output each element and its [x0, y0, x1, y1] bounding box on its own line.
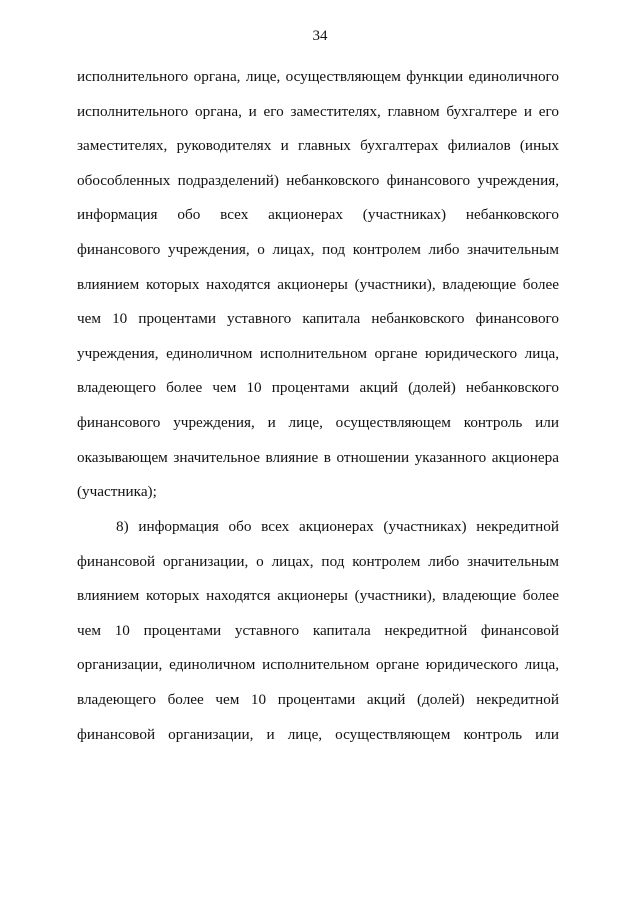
text-line: 8) информация обо всех акционерах (участниках) некредитной — [116, 518, 559, 535]
text-line: информация обо всех акционерах (участниках) небанковского — [77, 206, 559, 224]
text-line: финансовой организации, о лицах, под контролем либо значительным — [77, 552, 559, 570]
text-line: исполнительного органа, лице, осуществляющем функции единоличного — [77, 68, 559, 85]
text-line: организации, единоличном исполнительном органе юридического лица, — [77, 656, 559, 674]
text-line: обособленных подразделений) небанковского финансового учреждения, — [77, 171, 559, 189]
text-line: чем 10 процентами уставного капитала некредитной финансовой — [77, 621, 559, 639]
text-line: исполнительного органа, и его заместителях, главном бухгалтере и его — [77, 102, 559, 120]
text-line: (участника); — [77, 483, 157, 501]
text-line: владеющего более чем 10 процентами акций (долей) небанковского — [77, 379, 559, 397]
text-line: заместителях, руководителях и главных бухгалтерах филиалов (иных — [77, 137, 559, 155]
text-line: финансового учреждения, о лицах, под контролем либо значительным — [77, 240, 559, 258]
text-line: оказывающем значительное влияние в отношении указанного акционера — [77, 448, 559, 466]
text-line: чем 10 процентами уставного капитала небанковского финансового — [77, 310, 559, 328]
paragraph-item-8 — [77, 510, 559, 752]
text-line: влиянием которых находятся акционеры (участники), владеющие более — [77, 587, 559, 605]
text-line: владеющего более чем 10 процентами акций (долей) некредитной — [77, 690, 559, 708]
paragraph-continuation — [77, 60, 559, 510]
text-line: учреждения, единоличном исполнительном органе юридического лица, — [77, 344, 559, 362]
text-line: влиянием которых находятся акционеры (участники), владеющие более — [77, 275, 559, 293]
page-number: 34 — [312, 28, 328, 44]
text-line: финансового учреждения, и лице, осуществляющем контроль или — [77, 413, 559, 431]
text-line: финансовой организации, и лице, осуществляющем контроль или — [77, 725, 559, 743]
